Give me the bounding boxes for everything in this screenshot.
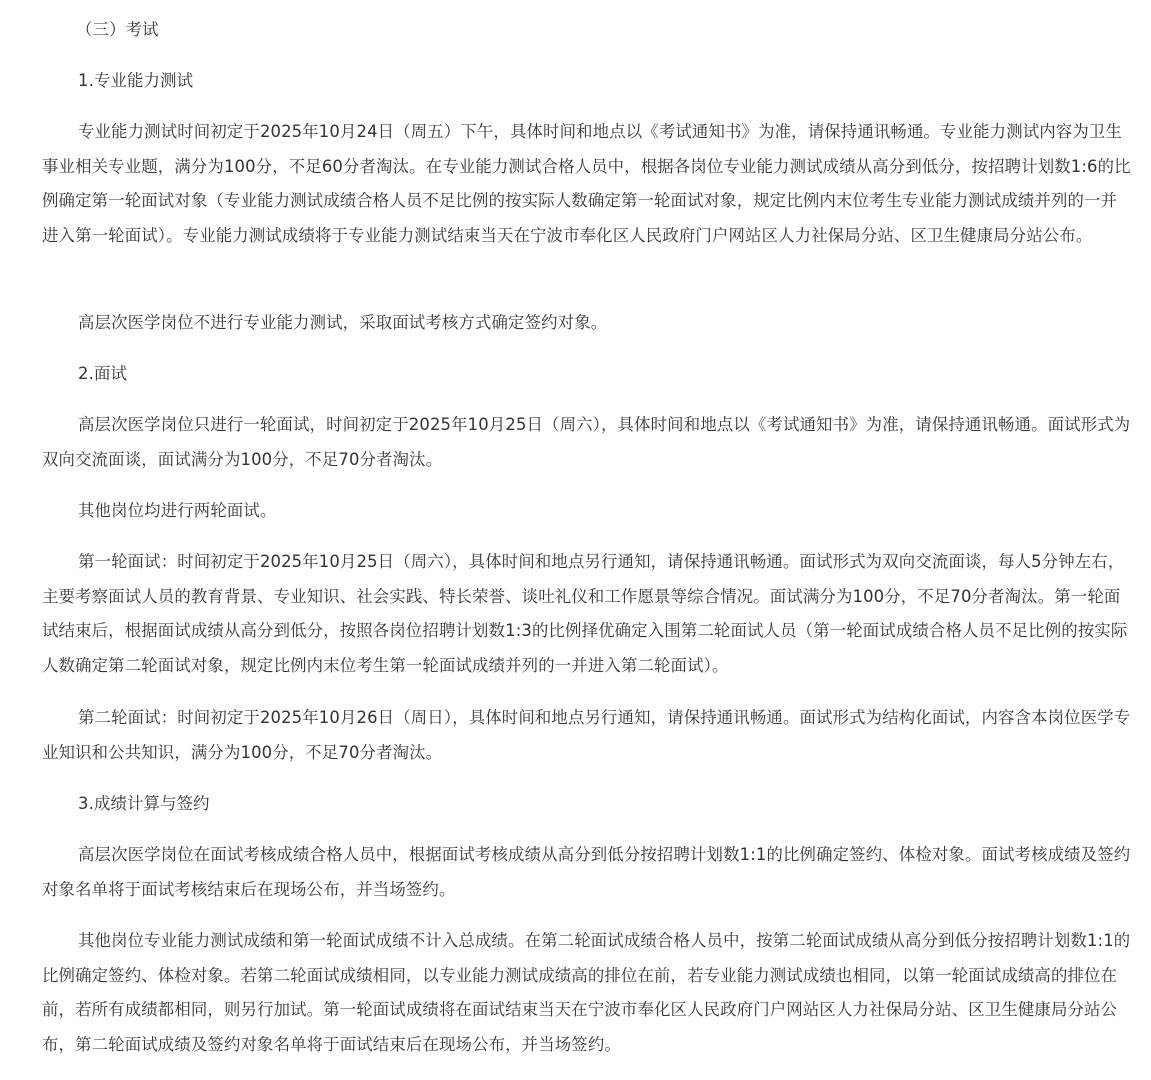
paragraph-second-round: 第二轮面试：时间初定于2025年10月26日（周日），具体时间和地点另行通知，请保持通讯畅通。面试形式为结构化面试，内容含本岗位医学专业知识和公共知识，满分为100分，不足70分者淘汰。 [42,708,1131,762]
paragraph-high-level-no-test: 高层次医学岗位不进行专业能力测试，采取面试考核方式确定签约对象。 [78,313,608,332]
heading-professional-test: 1.专业能力测试 [78,71,194,90]
paragraph-first-round: 第一轮面试：时间初定于2025年10月25日（周六），具体时间和地点另行通知，请保持通讯畅通。面试形式为双向交流面谈，每人5分钟左右，主要考察面试人员的教育背景、专业知识、社会实践、特长荣誉、谈吐礼仪和工作愿景等综合情况。面试满分为100分，不足70分者淘汰。第一轮面试结束后，根据面试成绩从高分到低分，按照各岗位招聘计划数1:3的比例择优确定入围第二轮面试人员（第一轮面试成绩合格人员不足比例的按实际人数确定第二轮面试对象，规定比例内末位考生第一轮面试成绩并列的一并进入第二轮面试）。 [42,552,1128,675]
section-title: （三）考试 [76,20,159,39]
paragraph-two-rounds: 其他岗位均进行两轮面试。 [78,501,277,520]
paragraph-other-signing: 其他岗位专业能力测试成绩和第一轮面试成绩不计入总成绩。在第二轮面试成绩合格人员中，按第二轮面试成绩从高分到低分按招聘计划数1:1的比例确定签约、体检对象。若第二轮面试成绩相同，以专业能力测试成绩高的排位在前，若专业能力测试成绩也相同，以第一轮面试成绩高的排位在前，若所有成绩都相同，则另行加试。第一轮面试成绩将在面试结束当天在宁波市奉化区人民政府门户网站区人力社保局分站、区卫生健康局分站公布，第二轮面试成绩及签约对象名单将于面试结束后在现场公布，并当场签约。 [42,931,1131,1054]
paragraph-high-level-interview: 高层次医学岗位只进行一轮面试，时间初定于2025年10月25日（周六），具体时间和地点以《考试通知书》为准，请保持通讯畅通。面试形式为双向交流面谈，面试满分为100分，不足70分者淘汰。 [42,415,1131,469]
paragraph-high-level-signing: 高层次医学岗位在面试考核成绩合格人员中，根据面试考核成绩从高分到低分按招聘计划数1:1的比例确定签约、体检对象。面试考核成绩及签约对象名单将于面试考核结束后在现场公布，并当场签约。 [42,845,1131,899]
heading-interview: 2.面试 [78,364,128,383]
heading-score-signing: 3.成绩计算与签约 [78,794,210,813]
paragraph-test-details: 专业能力测试时间初定于2025年10月24日（周五）下午，具体时间和地点以《考试通知书》为准，请保持通讯畅通。专业能力测试内容为卫生事业相关专业题，满分为100分，不足60分者淘汰。在专业能力测试合格人员中，根据各岗位专业能力测试成绩从高分到低分，按招聘计划数1:6的比例确定第一轮面试对象（专业能力测试成绩合格人员不足比例的按实际人数确定第一轮面试对象，规定比例内末位考生专业能力测试成绩并列的一并进入第一轮面试）。专业能力测试成绩将于专业能力测试结束当天在宁波市奉化区人民政府门户网站区人力社保局分站、区卫生健康局分站公布。 [42,122,1131,245]
